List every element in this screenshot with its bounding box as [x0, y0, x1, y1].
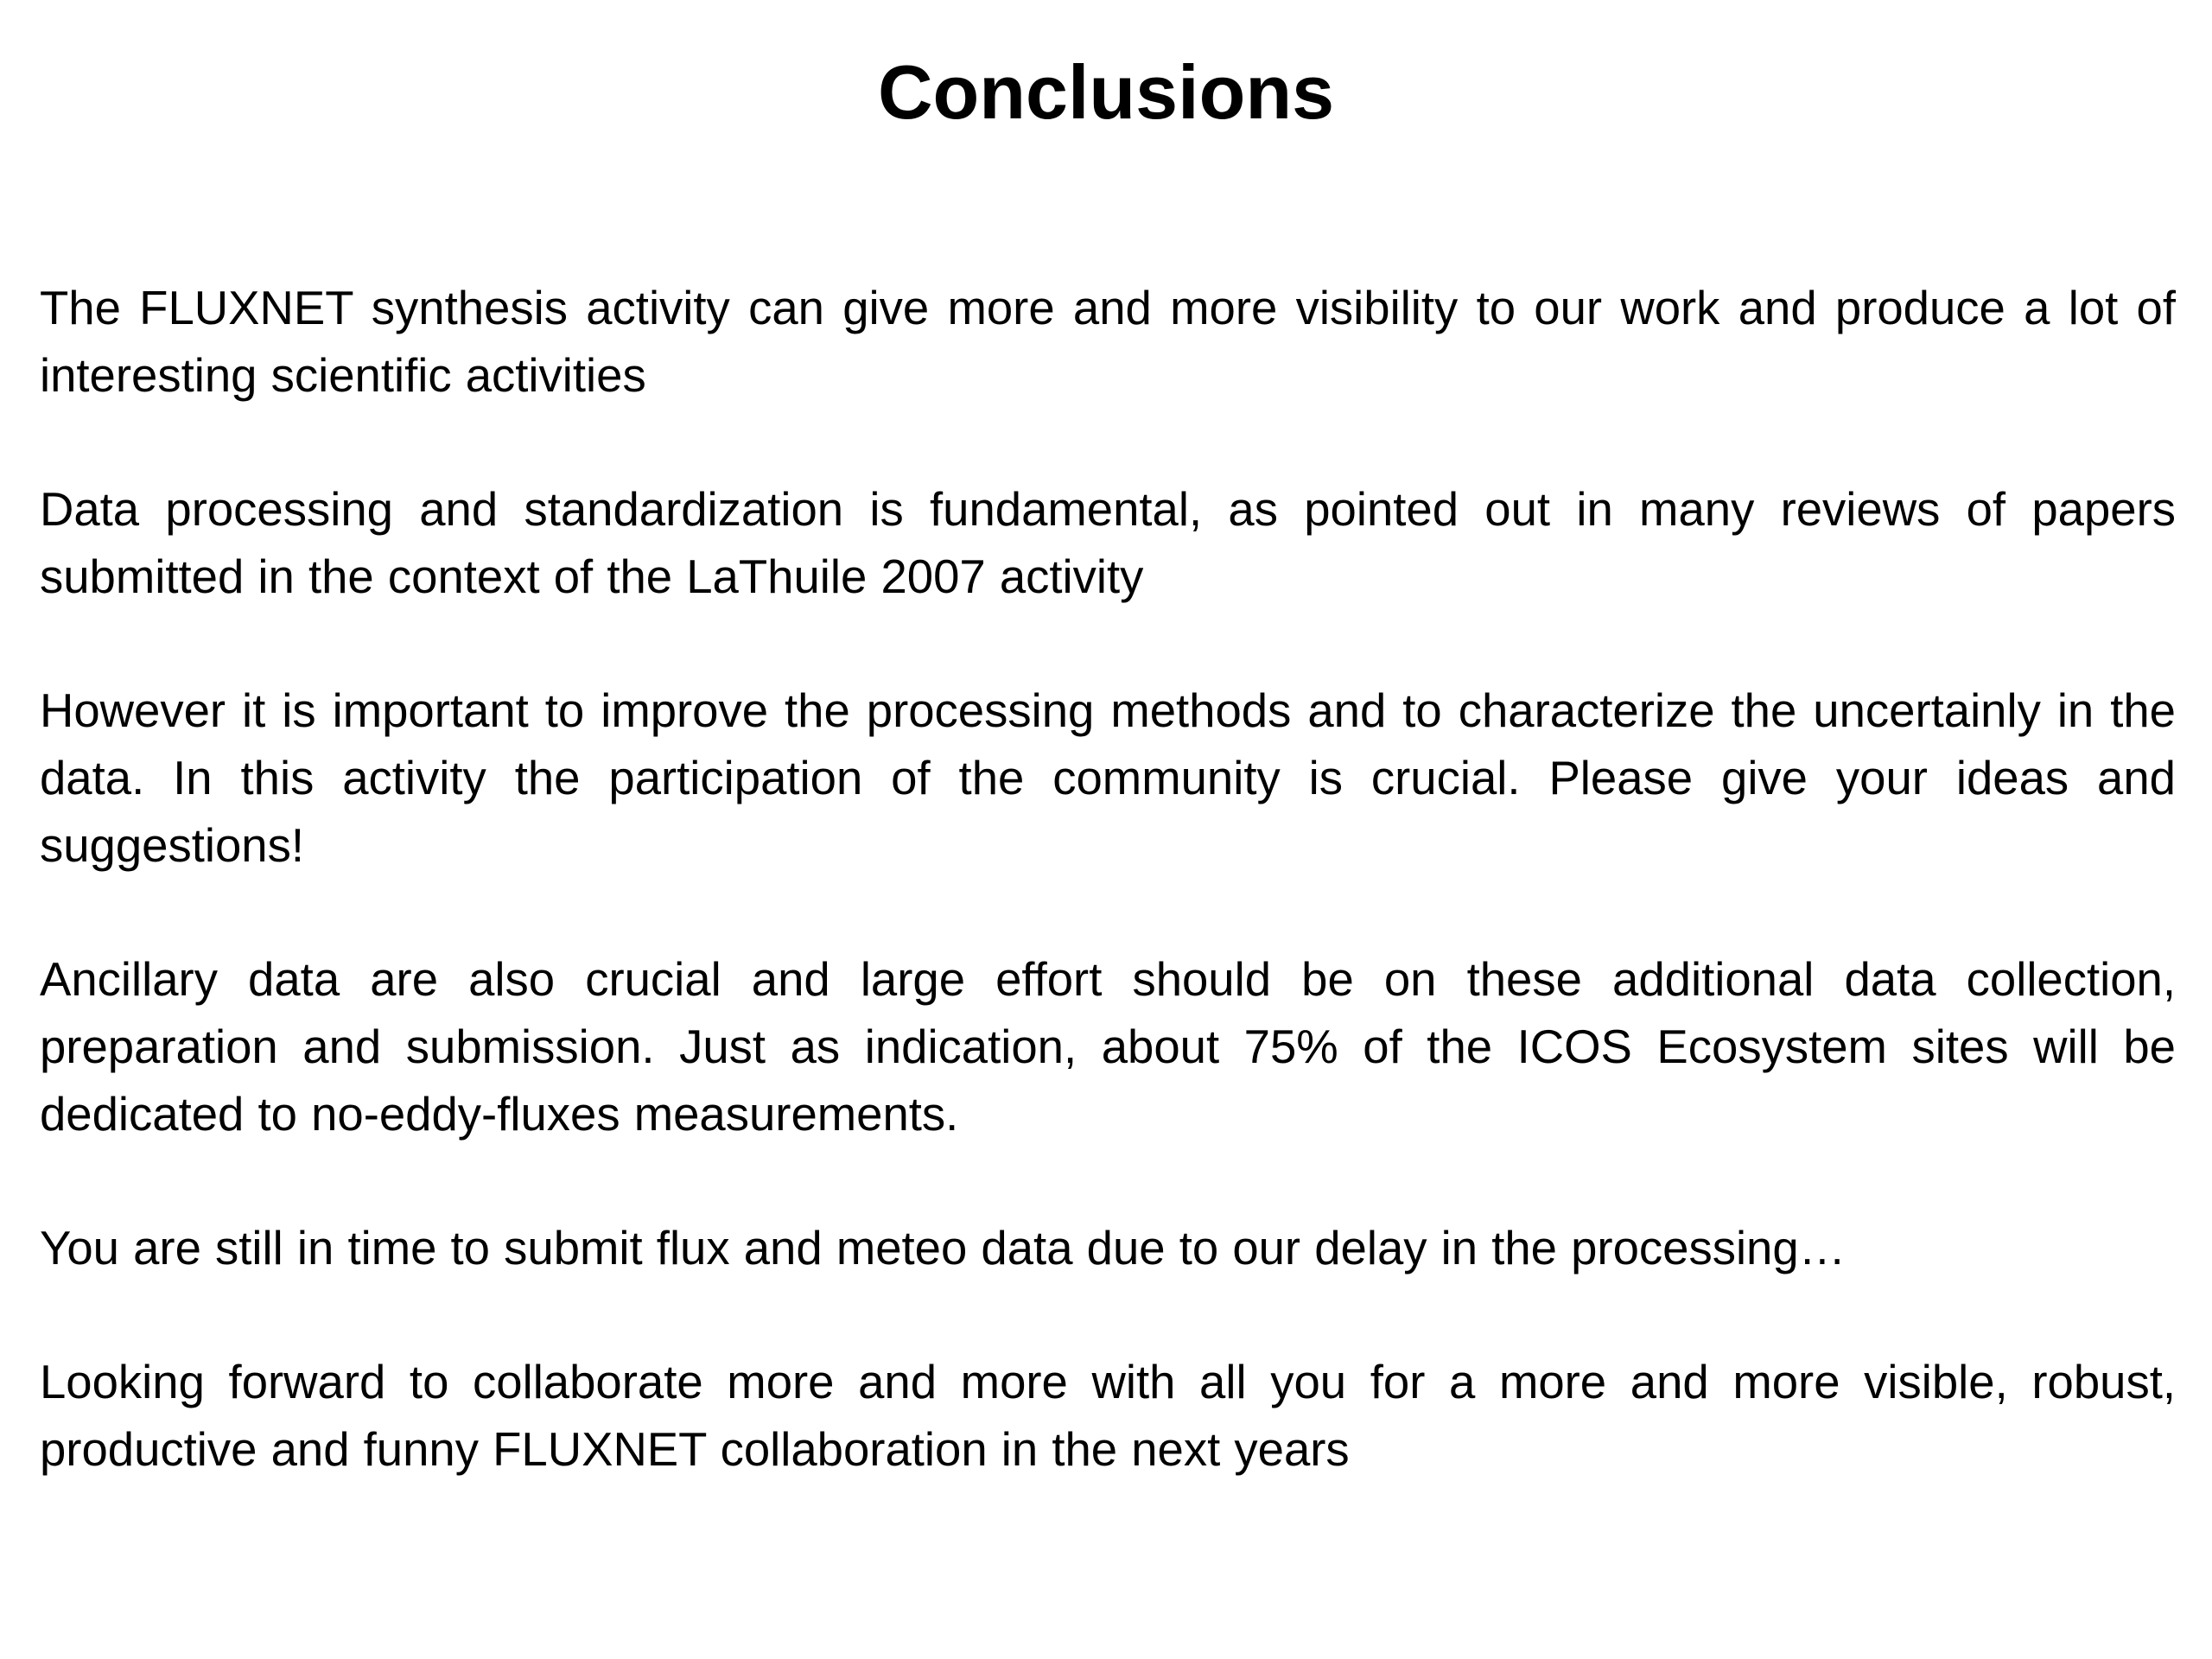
slide-body	[40, 275, 2176, 1484]
paragraph-data-processing: Data processing and standardization is fundamental, as pointed out in many reviews of papers submitted in the context of the LaThuile 2007 activity	[40, 483, 2176, 603]
paragraph-processing-methods: However it is important to improve the processing methods and to characterize the uncertainly in the data. In this activity the participation of the community is crucial. Please give your ideas and suggestions!	[40, 684, 2176, 872]
paragraph-ancillary-data: Ancillary data are also crucial and large effort should be on these additional data collection, preparation and submission. Just as indication, about 75% of the ICOS Ecosystem sites will be dedicated to no-eddy-fluxes measurements.	[40, 953, 2176, 1141]
slide-title: Conclusions	[877, 49, 1335, 135]
paragraph-fluxnet-visibility: The FLUXNET synthesis activity can give more and more visibility to our work and produce a lot of interesting scientific activities	[40, 282, 2176, 402]
paragraph-submit-data: You are still in time to submit flux and meteo data due to our delay in the processing…	[40, 1222, 1847, 1274]
paragraph-collaboration: Looking forward to collaborate more and more with all you for a more and more visible, robust, productive and funny FLUXNET collaboration in the next years	[40, 1356, 2176, 1476]
